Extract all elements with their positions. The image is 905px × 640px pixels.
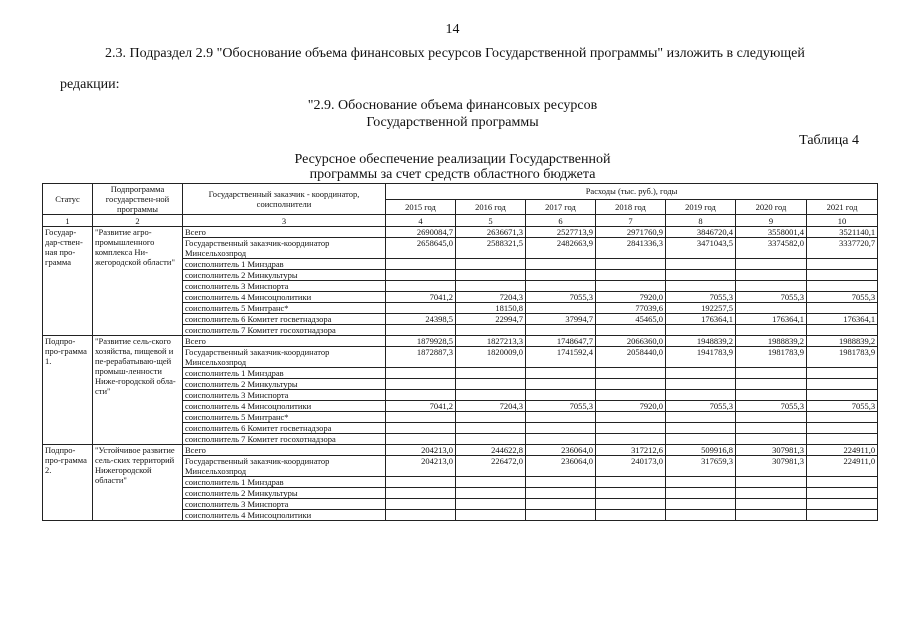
value-cell — [456, 259, 526, 270]
value-cell: 317659,3 — [666, 456, 736, 477]
value-cell — [736, 434, 807, 445]
value-cell: 1820009,0 — [456, 347, 526, 368]
value-cell: 240173,0 — [596, 456, 666, 477]
value-cell — [386, 281, 456, 292]
value-cell: 2527713,9 — [526, 227, 596, 238]
section-title-line-2: Государственной программы — [366, 115, 539, 130]
value-cell: 1827213,3 — [456, 336, 526, 347]
value-cell — [596, 477, 666, 488]
value-cell: 7041,2 — [386, 401, 456, 412]
value-cell — [456, 510, 526, 521]
page-number: 14 — [445, 22, 460, 37]
value-cell — [736, 270, 807, 281]
header-expenses: Расходы (тыс. руб.), годы — [386, 184, 878, 200]
value-cell — [596, 325, 666, 336]
value-cell — [526, 270, 596, 281]
value-cell: 1988839,2 — [736, 336, 807, 347]
value-cell — [456, 423, 526, 434]
customer-cell: Государственный заказчик-координатор Минсельхозпрод — [183, 238, 386, 259]
value-cell: 7055,3 — [666, 292, 736, 303]
header-year: 2019 год — [666, 199, 736, 215]
value-cell: 204213,0 — [386, 456, 456, 477]
value-cell — [736, 303, 807, 314]
value-cell — [596, 510, 666, 521]
value-cell — [666, 390, 736, 401]
value-cell: 7055,3 — [526, 401, 596, 412]
value-cell — [736, 368, 807, 379]
customer-cell: соисполнитель 7 Комитет госохотнадзора — [183, 434, 386, 445]
value-cell: 224911,0 — [807, 456, 878, 477]
value-cell: 307981,3 — [736, 445, 807, 456]
header-year: 2021 год — [807, 199, 878, 215]
value-cell — [666, 270, 736, 281]
customer-cell: соисполнитель 2 Минкультуры — [183, 488, 386, 499]
value-cell: 7055,3 — [666, 401, 736, 412]
value-cell — [456, 325, 526, 336]
value-cell — [526, 379, 596, 390]
value-cell — [456, 390, 526, 401]
value-cell: 1981783,9 — [807, 347, 878, 368]
table-label: Таблица 4 — [799, 133, 859, 148]
column-number: 9 — [736, 215, 807, 227]
value-cell — [456, 488, 526, 499]
column-number: 1 — [43, 215, 93, 227]
value-cell: 1872887,3 — [386, 347, 456, 368]
value-cell: 236064,0 — [526, 456, 596, 477]
intro-paragraph-end: редакции: — [60, 77, 120, 92]
value-cell — [666, 259, 736, 270]
value-cell — [386, 303, 456, 314]
section-title — [0, 97, 905, 131]
value-cell: 18150,8 — [456, 303, 526, 314]
column-number: 7 — [596, 215, 666, 227]
header-year: 2020 год — [736, 199, 807, 215]
value-cell — [386, 270, 456, 281]
customer-cell: соисполнитель 2 Минкультуры — [183, 270, 386, 281]
value-cell — [807, 379, 878, 390]
value-cell: 2658645,0 — [386, 238, 456, 259]
value-cell: 236064,0 — [526, 445, 596, 456]
value-cell: 2482663,9 — [526, 238, 596, 259]
value-cell — [736, 325, 807, 336]
column-number: 6 — [526, 215, 596, 227]
value-cell — [386, 412, 456, 423]
status-cell: Государ-дар-ствен-ная про-грамма — [43, 227, 93, 336]
value-cell: 2636671,3 — [456, 227, 526, 238]
value-cell — [456, 412, 526, 423]
customer-cell: соисполнитель 7 Комитет госохотнадзора — [183, 325, 386, 336]
value-cell: 2690084,7 — [386, 227, 456, 238]
value-cell — [736, 379, 807, 390]
value-cell — [807, 499, 878, 510]
value-cell — [386, 368, 456, 379]
value-cell — [807, 368, 878, 379]
value-cell — [666, 423, 736, 434]
customer-cell: соисполнитель 4 Минсоцполитики — [183, 401, 386, 412]
value-cell: 22994,7 — [456, 314, 526, 325]
value-cell — [386, 259, 456, 270]
value-cell — [526, 281, 596, 292]
value-cell: 224911,0 — [807, 445, 878, 456]
value-cell: 204213,0 — [386, 445, 456, 456]
customer-cell: Государственный заказчик-координатор Минсельхозпрод — [183, 347, 386, 368]
value-cell — [456, 281, 526, 292]
value-cell: 77039,6 — [596, 303, 666, 314]
header-row-numbers — [43, 215, 878, 227]
value-cell — [526, 325, 596, 336]
customer-cell: соисполнитель 5 Минтранс* — [183, 303, 386, 314]
value-cell — [456, 434, 526, 445]
value-cell: 7055,3 — [736, 292, 807, 303]
value-cell: 317212,6 — [596, 445, 666, 456]
value-cell — [807, 510, 878, 521]
value-cell — [807, 390, 878, 401]
customer-cell: соисполнитель 6 Комитет госветнадзора — [183, 423, 386, 434]
value-cell — [596, 379, 666, 390]
value-cell — [807, 325, 878, 336]
value-cell: 176364,1 — [736, 314, 807, 325]
value-cell: 2066360,0 — [596, 336, 666, 347]
status-cell: Подпро-про-грамма 2. — [43, 445, 93, 521]
table-title-line-2: программы за счет средств областного бюджета — [309, 167, 596, 182]
value-cell — [386, 510, 456, 521]
value-cell: 1981783,9 — [736, 347, 807, 368]
customer-cell: соисполнитель 2 Минкультуры — [183, 379, 386, 390]
table-row — [43, 336, 878, 347]
value-cell — [736, 510, 807, 521]
value-cell — [596, 499, 666, 510]
customer-cell: Всего — [183, 445, 386, 456]
value-cell: 509916,8 — [666, 445, 736, 456]
table-title — [0, 152, 905, 182]
value-cell: 176364,1 — [807, 314, 878, 325]
value-cell: 307981,3 — [736, 456, 807, 477]
value-cell — [666, 499, 736, 510]
subprogram-cell: "Развитие агро-промышленного комплекса Ни-жегородской области" — [93, 227, 183, 336]
value-cell — [456, 368, 526, 379]
value-cell — [807, 281, 878, 292]
value-cell — [736, 390, 807, 401]
value-cell — [386, 325, 456, 336]
status-cell: Подпро-про-грамма 1. — [43, 336, 93, 445]
customer-cell: соисполнитель 1 Минздрав — [183, 368, 386, 379]
value-cell: 24398,5 — [386, 314, 456, 325]
value-cell — [807, 412, 878, 423]
value-cell: 3521140,1 — [807, 227, 878, 238]
value-cell — [736, 499, 807, 510]
value-cell — [386, 499, 456, 510]
value-cell — [736, 259, 807, 270]
value-cell — [807, 423, 878, 434]
value-cell — [386, 379, 456, 390]
value-cell: 37994,7 — [526, 314, 596, 325]
value-cell — [456, 477, 526, 488]
value-cell — [807, 488, 878, 499]
value-cell — [526, 499, 596, 510]
header-status: Статус — [43, 184, 93, 215]
customer-cell: соисполнитель 5 Минтранс* — [183, 412, 386, 423]
value-cell — [596, 281, 666, 292]
value-cell — [596, 434, 666, 445]
value-cell — [666, 510, 736, 521]
value-cell — [456, 379, 526, 390]
value-cell — [807, 270, 878, 281]
section-title-line-1: "2.9. Обоснование объема финансовых ресурсов — [307, 98, 598, 113]
header-row-1 — [43, 184, 878, 200]
value-cell — [736, 488, 807, 499]
intro-paragraph: 2.3. Подраздел 2.9 "Обоснование объема финансовых ресурсов Государственной программы" изложить в следующей — [105, 46, 805, 61]
table-row — [43, 227, 878, 238]
value-cell: 1741592,4 — [526, 347, 596, 368]
value-cell: 2841336,3 — [596, 238, 666, 259]
table-row — [43, 445, 878, 456]
value-cell: 7055,3 — [736, 401, 807, 412]
value-cell — [596, 259, 666, 270]
customer-cell: Всего — [183, 227, 386, 238]
value-cell — [386, 488, 456, 499]
value-cell: 45465,0 — [596, 314, 666, 325]
value-cell — [596, 390, 666, 401]
value-cell — [736, 412, 807, 423]
header-year: 2017 год — [526, 199, 596, 215]
value-cell — [736, 477, 807, 488]
customer-cell: Всего — [183, 336, 386, 347]
value-cell — [666, 281, 736, 292]
column-number: 8 — [666, 215, 736, 227]
customer-cell: соисполнитель 4 Минсоцполитики — [183, 510, 386, 521]
customer-cell: соисполнитель 4 Минсоцполитики — [183, 292, 386, 303]
value-cell — [666, 412, 736, 423]
value-cell — [526, 368, 596, 379]
value-cell: 3337720,7 — [807, 238, 878, 259]
value-cell — [456, 499, 526, 510]
value-cell — [666, 477, 736, 488]
value-cell — [596, 368, 666, 379]
header-year: 2018 год — [596, 199, 666, 215]
customer-cell: соисполнитель 6 Комитет госветнадзора — [183, 314, 386, 325]
value-cell: 3846720,4 — [666, 227, 736, 238]
value-cell: 2588321,5 — [456, 238, 526, 259]
subprogram-cell: "Устойчивое развитие сель-ских территорий Нижегородской области" — [93, 445, 183, 521]
value-cell — [526, 412, 596, 423]
value-cell — [666, 325, 736, 336]
header-year: 2015 год — [386, 199, 456, 215]
value-cell — [807, 303, 878, 314]
customer-cell: соисполнитель 3 Минспорта — [183, 281, 386, 292]
value-cell: 3471043,5 — [666, 238, 736, 259]
value-cell — [386, 423, 456, 434]
value-cell — [736, 423, 807, 434]
value-cell: 7055,3 — [807, 401, 878, 412]
value-cell: 7920,0 — [596, 401, 666, 412]
value-cell: 7055,3 — [526, 292, 596, 303]
column-number: 5 — [456, 215, 526, 227]
customer-cell: соисполнитель 1 Минздрав — [183, 477, 386, 488]
value-cell: 226472,0 — [456, 456, 526, 477]
value-cell: 7041,2 — [386, 292, 456, 303]
value-cell: 1988839,2 — [807, 336, 878, 347]
customer-cell: соисполнитель 1 Минздрав — [183, 259, 386, 270]
value-cell — [526, 423, 596, 434]
value-cell: 1748647,7 — [526, 336, 596, 347]
value-cell — [596, 412, 666, 423]
column-number: 10 — [807, 215, 878, 227]
value-cell — [666, 488, 736, 499]
value-cell: 3374582,0 — [736, 238, 807, 259]
customer-cell: соисполнитель 3 Минспорта — [183, 499, 386, 510]
header-customer: Государственный заказчик - координатор, соисполнители — [183, 184, 386, 215]
value-cell — [807, 477, 878, 488]
value-cell: 176364,1 — [666, 314, 736, 325]
column-number: 3 — [183, 215, 386, 227]
header-subprogram: Подпрограмма государствен-ной программы — [93, 184, 183, 215]
value-cell — [666, 379, 736, 390]
value-cell: 192257,5 — [666, 303, 736, 314]
value-cell — [526, 434, 596, 445]
value-cell: 7920,0 — [596, 292, 666, 303]
value-cell: 3558001,4 — [736, 227, 807, 238]
value-cell — [386, 477, 456, 488]
value-cell: 7055,3 — [807, 292, 878, 303]
value-cell — [666, 368, 736, 379]
customer-cell: соисполнитель 3 Минспорта — [183, 390, 386, 401]
value-cell — [526, 510, 596, 521]
value-cell: 7204,3 — [456, 292, 526, 303]
customer-cell: Государственный заказчик-координатор Минсельхозпрод — [183, 456, 386, 477]
subprogram-cell: "Развитие сель-ского хозяйства, пищевой и пе-рерабатываю-щей промыш-ленности Ниже-городской обла-сти" — [93, 336, 183, 445]
resource-table — [42, 183, 878, 521]
value-cell: 1879928,5 — [386, 336, 456, 347]
value-cell — [807, 259, 878, 270]
value-cell — [386, 434, 456, 445]
value-cell — [736, 281, 807, 292]
value-cell: 1948839,2 — [666, 336, 736, 347]
value-cell — [666, 434, 736, 445]
value-cell: 1941783,9 — [666, 347, 736, 368]
value-cell: 244622,8 — [456, 445, 526, 456]
value-cell — [456, 270, 526, 281]
value-cell — [596, 270, 666, 281]
value-cell: 2058440,0 — [596, 347, 666, 368]
value-cell — [526, 390, 596, 401]
table-title-line-1: Ресурсное обеспечение реализации Государственной — [294, 152, 611, 167]
value-cell — [596, 423, 666, 434]
column-number: 2 — [93, 215, 183, 227]
header-year: 2016 год — [456, 199, 526, 215]
value-cell — [526, 477, 596, 488]
value-cell — [807, 434, 878, 445]
value-cell — [526, 488, 596, 499]
value-cell — [386, 390, 456, 401]
value-cell — [596, 488, 666, 499]
value-cell — [526, 259, 596, 270]
value-cell: 2971760,9 — [596, 227, 666, 238]
column-number: 4 — [386, 215, 456, 227]
value-cell — [526, 303, 596, 314]
value-cell: 7204,3 — [456, 401, 526, 412]
